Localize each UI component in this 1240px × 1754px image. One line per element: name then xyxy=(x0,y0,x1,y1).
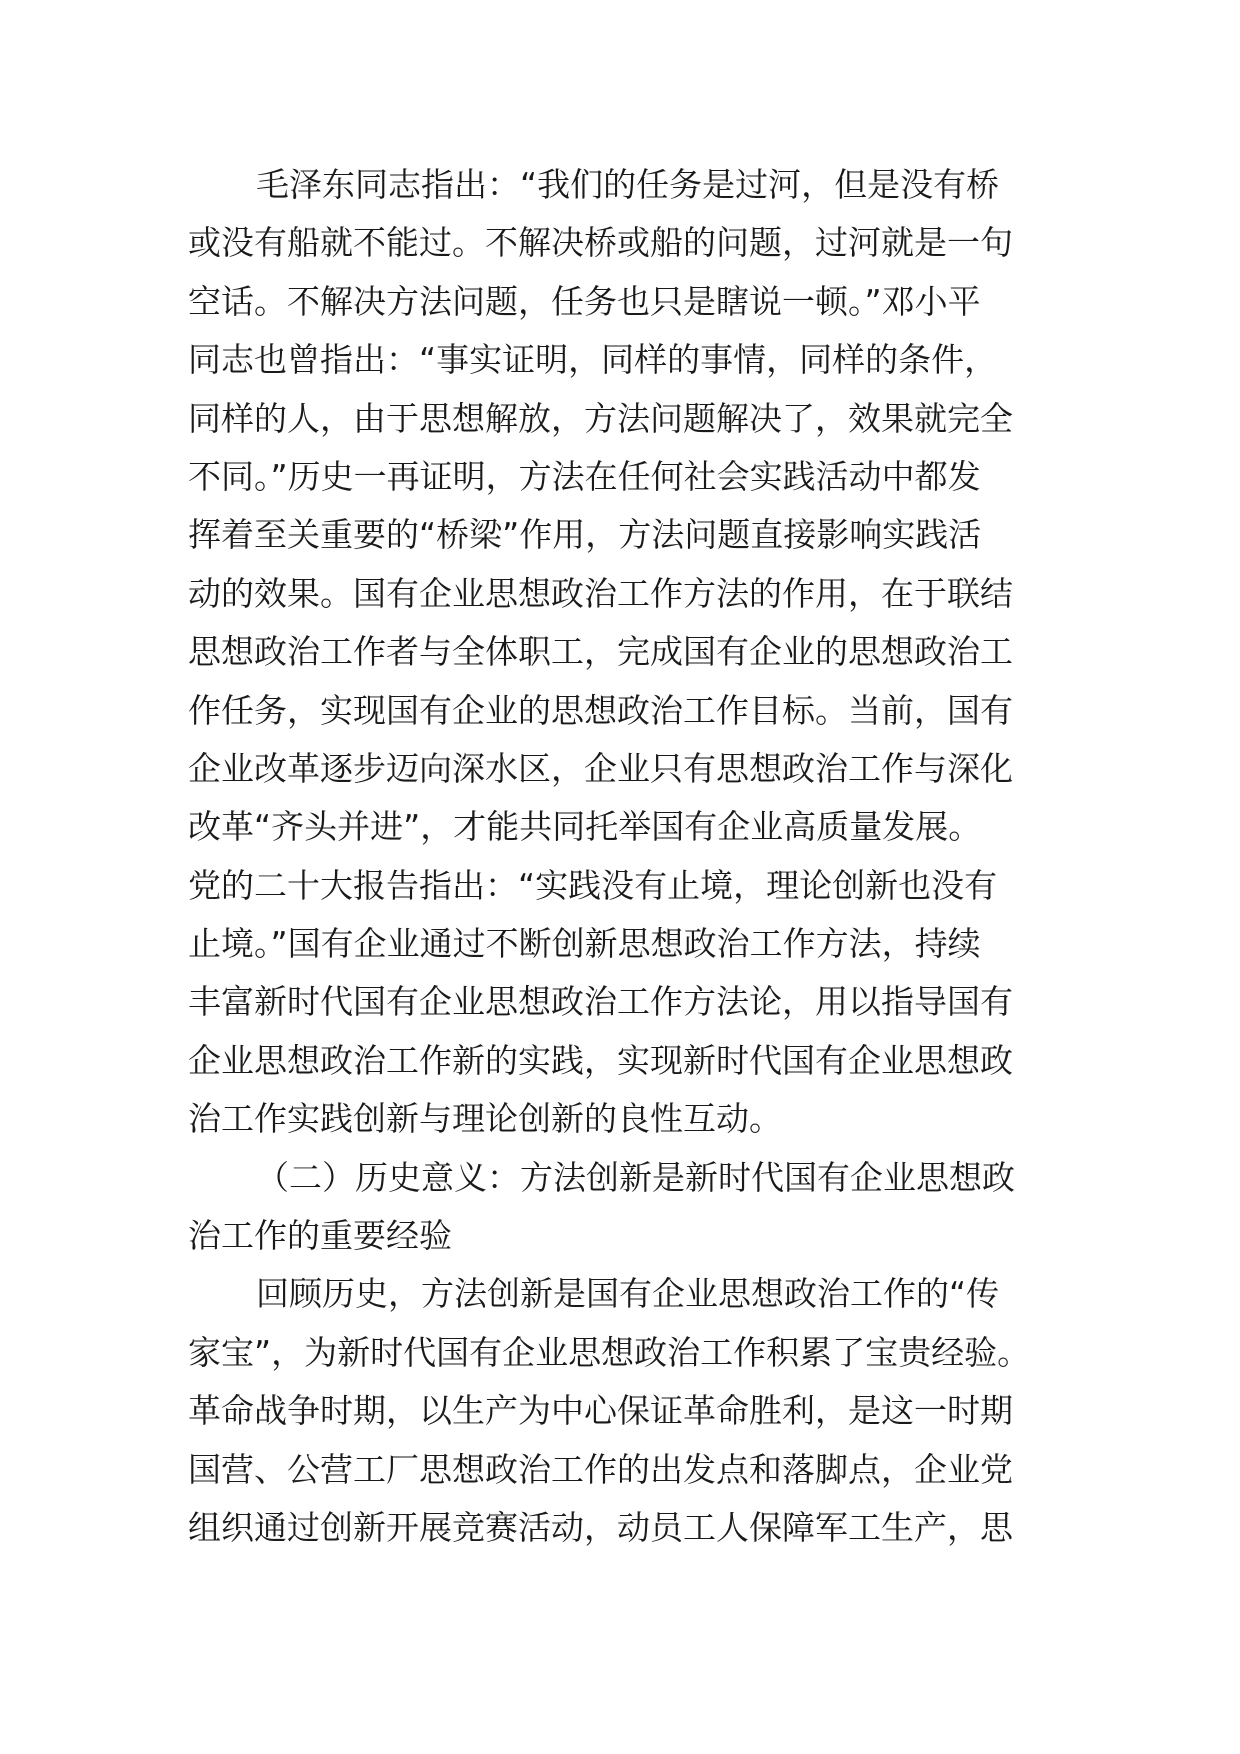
paragraph-line: 毛泽东同志指出：“我们的任务是过河，但是没有桥 xyxy=(256,165,1000,204)
paragraph-line: 空话。不解决方法问题，任务也只是瞎说一顿。”邓小平 xyxy=(188,281,981,321)
paragraph-line: 或没有船就不能过。不解决桥或船的问题，过河就是一句 xyxy=(188,223,1013,263)
paragraph-line: 家宝”，为新时代国有企业思想政治工作积累了宝贵经验。 xyxy=(188,1332,1031,1372)
paragraph-line: 改革“齐头并进”，才能共同托举国有企业高质量发展。 xyxy=(188,807,982,847)
section-heading-line: 治工作的重要经验 xyxy=(188,1216,452,1256)
paragraph-line: 同样的人，由于思想解放，方法问题解决了，效果就完全 xyxy=(188,398,1013,438)
paragraph-line: 同志也曾指出：“事实证明，同样的事情，同样的条件， xyxy=(188,340,998,380)
paragraph-line: 企业改革逐步迈向深水区，企业只有思想政治工作与深化 xyxy=(188,748,1013,788)
paragraph-line: 挥着至关重要的“桥梁”作用，方法问题直接影响实践活 xyxy=(188,515,982,555)
paragraph-line: 党的二十大报告指出：“实践没有止境，理论创新也没有 xyxy=(188,865,998,905)
paragraph-line: 作任务，实现国有企业的思想政治工作目标。当前，国有 xyxy=(188,690,1013,730)
paragraph-line: 丰富新时代国有企业思想政治工作方法论，用以指导国有 xyxy=(188,982,1013,1022)
body-text xyxy=(188,156,1031,1557)
paragraph-line: 组织通过创新开展竞赛活动，动员工人保障军工生产，思 xyxy=(188,1507,1013,1547)
paragraph-line: 革命战争时期，以生产为中心保证革命胜利，是这一时期 xyxy=(188,1391,1013,1431)
paragraph-line: 治工作实践创新与理论创新的良性互动。 xyxy=(188,1099,782,1139)
section-heading-line: （二）历史意义：方法创新是新时代国有企业思想政 xyxy=(256,1157,1015,1197)
paragraph-line: 企业思想政治工作新的实践，实现新时代国有企业思想政 xyxy=(188,1040,1013,1080)
paragraph-line: 思想政治工作者与全体职工，完成国有企业的思想政治工 xyxy=(188,632,1013,672)
paragraph-line: 回顾历史，方法创新是国有企业思想政治工作的“传 xyxy=(256,1274,1000,1314)
paragraph-line: 国营、公营工厂思想政治工作的出发点和落脚点，企业党 xyxy=(188,1449,1013,1489)
paragraph-line: 动的效果。国有企业思想政治工作方法的作用，在于联结 xyxy=(188,573,1013,613)
paragraph-line: 不同。”历史一再证明，方法在任何社会实践活动中都发 xyxy=(188,456,981,496)
paragraph-line: 止境。”国有企业通过不断创新思想政治工作方法，持续 xyxy=(188,924,981,964)
